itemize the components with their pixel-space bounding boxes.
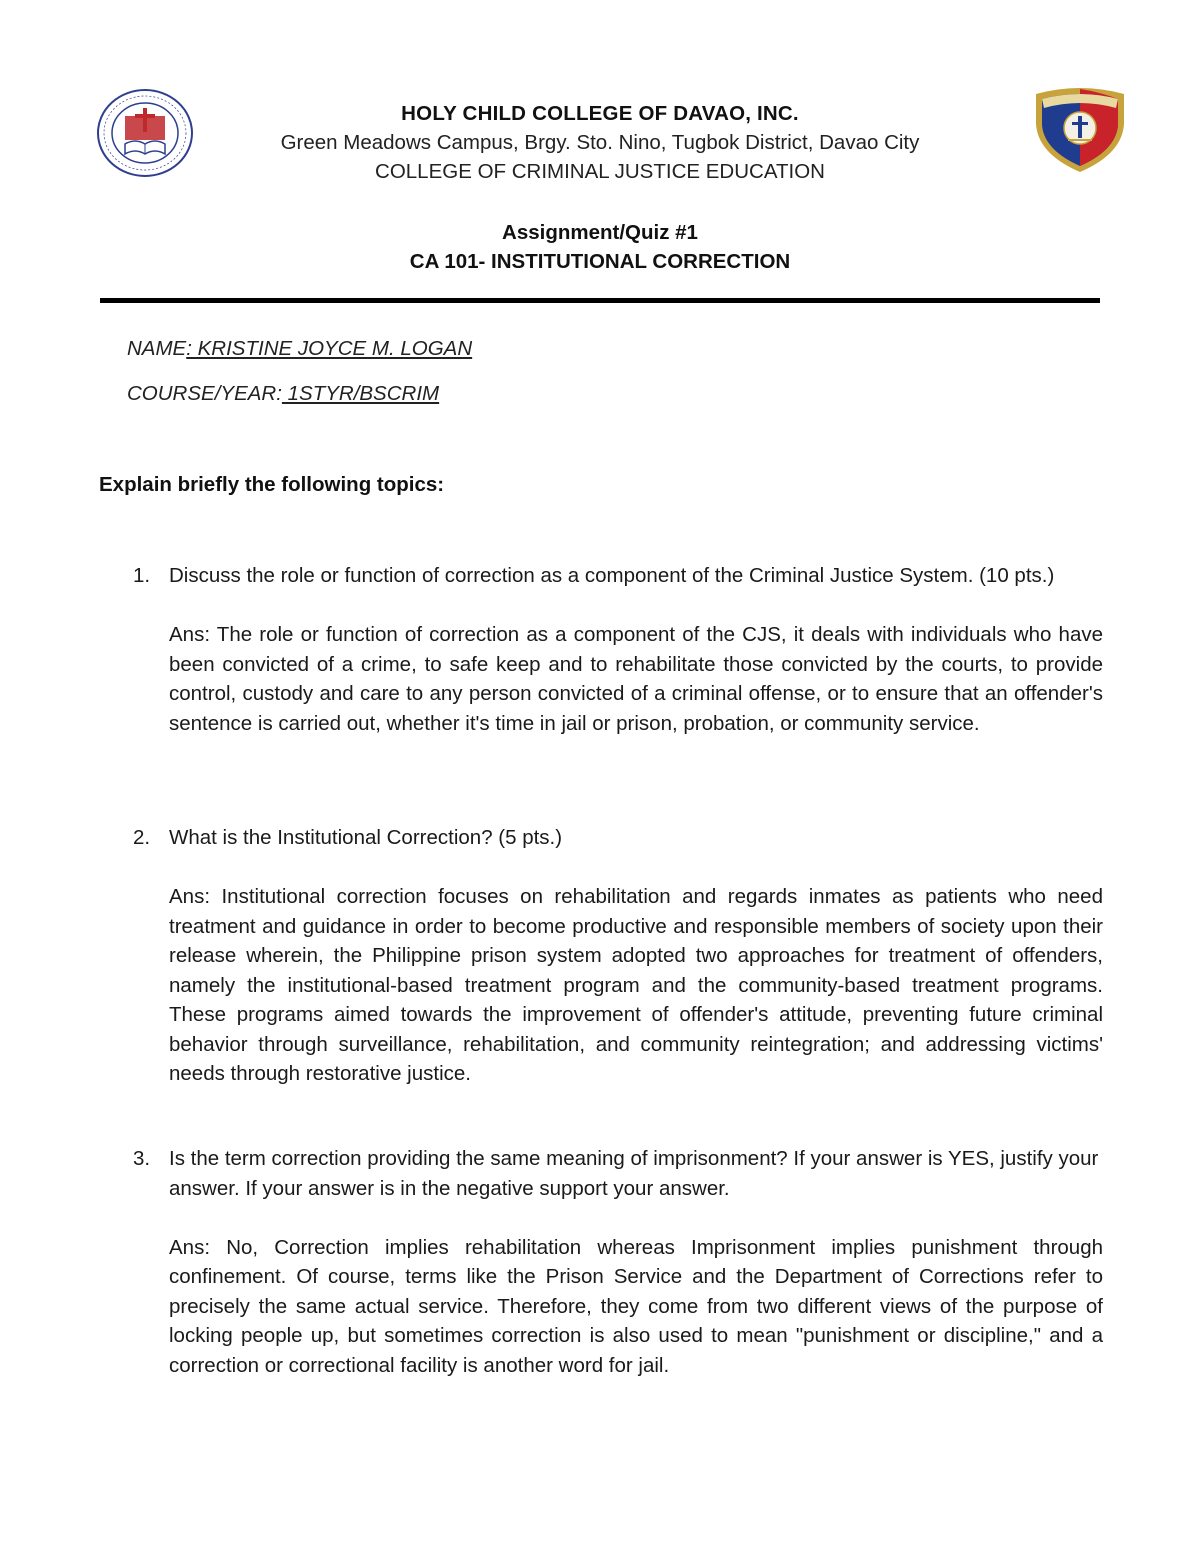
letterhead [200, 100, 1000, 186]
criminology-shield-logo [1028, 80, 1132, 174]
answer-text: Ans: The role or function of correction as a component of the CJS, it deals with individuals who have been convicted of a crime, to safe keep and to rehabilitate those convicted by the courts, to provide control, custody and care to any person convicted of a criminal offense, or to ensure that an offender's sentence is carried out, whether it's time in jail or prison, probation, or community service. [169, 623, 1103, 735]
college-seal-logo [95, 88, 195, 178]
question-text: Is the term correction providing the same meaning of imprisonment? If your answer is YES, justify your answer. If your answer is in the negative support your answer. [169, 1147, 1099, 1200]
question-number: 1. [133, 564, 151, 587]
question-text: Discuss the role or function of correction as a component of the Criminal Justice System. (10 pts.) [169, 564, 1055, 587]
answer-text: Ans: Institutional correction focuses on rehabilitation and regards inmates as patients who need treatment and guidance in order to become productive and responsible members of society upon their release wherein, the Philippine prison system adopted two approaches for treatment of offenders, namely the institutional-based treatment program and the community-based treatment programs. These programs aimed towards the improvement of offender's attitude, preventing future criminal behavior through surveillance, rehabilitation, and community reintegration; and addressing victims' needs through restorative justice. [169, 885, 1103, 1085]
answer-text: Ans: No, Correction implies rehabilitation whereas Imprisonment implies punishment through confinement. Of course, terms like the Prison Service and the Department of Corrections refer to precisely the same actual service. Therefore, they come from two different views of the purpose of locking people up, but sometimes correction is also used to mean "punishment or discipline," and a correction or correctional facility is another word for jail. [169, 1235, 1103, 1377]
question-number: 2. [133, 826, 151, 849]
header-divider [100, 298, 1100, 303]
name-label: NAME [127, 337, 187, 360]
quiz-heading [200, 218, 1000, 276]
course-title: CA 101- INSTITUTIONAL CORRECTION [409, 250, 791, 273]
quiz-title: Assignment/Quiz #1 [502, 221, 698, 244]
department-name: COLLEGE OF CRIMINAL JUSTICE EDUCATION [375, 160, 825, 183]
name-value: : KRISTINE JOYCE M. LOGAN [186, 337, 473, 360]
instruction-text: Explain briefly the following topics: [99, 473, 445, 496]
student-name-line [127, 337, 472, 361]
question-item [133, 1144, 1103, 1380]
campus-address: Green Meadows Campus, Brgy. Sto. Nino, Tugbok District, Davao City [280, 131, 920, 154]
course-value: 1STYR/BSCRIM [281, 382, 440, 405]
course-year-line [127, 382, 439, 406]
question-number: 3. [133, 1147, 151, 1170]
question-text: What is the Institutional Correction? (5 pts.) [169, 826, 563, 849]
course-label: COURSE/YEAR: [127, 382, 282, 405]
question-item [133, 561, 1103, 738]
college-name: HOLY CHILD COLLEGE OF DAVAO, INC. [401, 102, 799, 125]
question-item [133, 823, 1103, 1089]
